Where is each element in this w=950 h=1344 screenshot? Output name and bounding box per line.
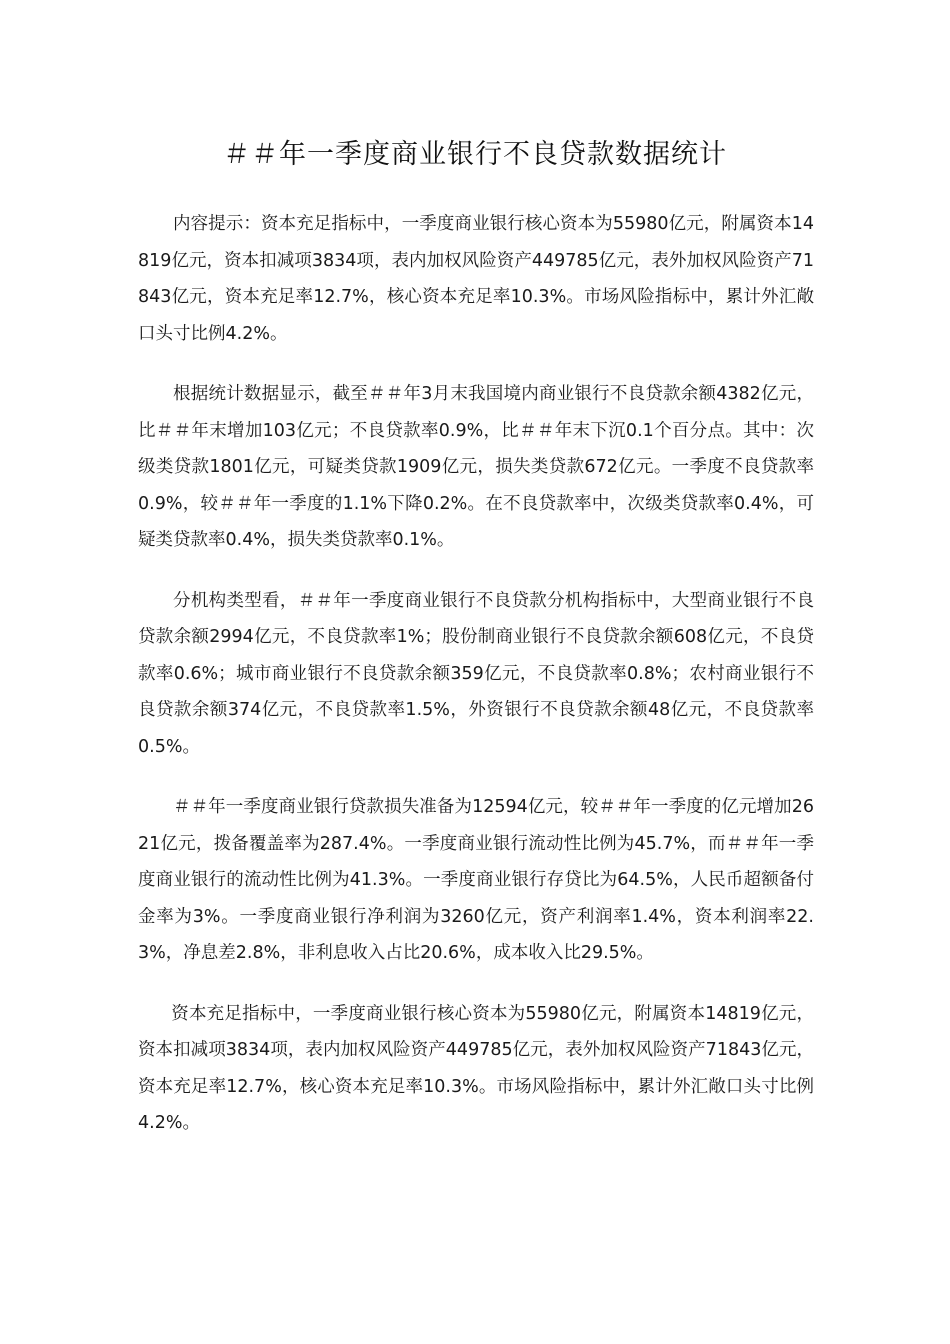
paragraph-npl-overview: 根据统计数据显示，截至＃＃年3月末我国境内商业银行不良贷款余额4382亿元，比＃＃年末增加103亿元；不良贷款率0.9%，比＃＃年末下沉0.1个百分点。其中：次级类贷款1801亿元，可疑类贷款1909亿元，损失类贷款672亿元。一季度不良贷款率0.9%，较＃＃年一季度的1.1%下降0.2%。在不良贷款率中，次级类贷款率0.4%，可疑类贷款率0.4%，损失类贷款率0.1%。 [138,384,814,550]
paragraph-provisions-liquidity: ＃＃年一季度商业银行贷款损失准备为12594亿元，较＃＃年一季度的亿元增加2621亿元，拨备覆盖率为287.4%。一季度商业银行流动性比例为45.7%，而＃＃年一季度商业银行的流动性比例为41.3%。一季度商业银行存贷比为64.5%，人民币超额备付金率为3%。一季度商业银行净利润为3260亿元，资产利润率1.4%，资本利润率22.3%，净息差2.8%，非利息收入占比20.6%，成本收入比29.5%。 [138,797,814,963]
paragraph-by-institution: 分机构类型看，＃＃年一季度商业银行不良贷款分机构指标中，大型商业银行不良贷款余额2994亿元，不良贷款率1%；股份制商业银行不良贷款余额608亿元，不良贷款率0.6%；城市商业银行不良贷款余额359亿元，不良贷款率0.8%；农村商业银行不良贷款余额374亿元，不良贷款率1.5%，外资银行不良贷款余额48亿元，不良贷款率0.5%。 [138,590,814,757]
paragraph-summary: 内容提示：资本充足指标中，一季度商业银行核心资本为55980亿元，附属资本14819亿元，资本扣减项3834项，表内加权风险资产449785亿元，表外加权风险资产71843亿元，资本充足率12.7%，核心资本充足率10.3%。市场风险指标中，累计外汇敞口头寸比例4.2%。 [138,214,814,344]
paragraph-capital-adequacy: 资本充足指标中，一季度商业银行核心资本为55980亿元，附属资本14819亿元，资本扣减项3834项，表内加权风险资产449785亿元，表外加权风险资产71843亿元，资本充足率12.7%，核心资本充足率10.3%。市场风险指标中，累计外汇敞口头寸比例4.2%。 [138,1003,814,1133]
document-title: ＃＃年一季度商业银行不良贷款数据统计 [223,139,727,170]
document-body [138,206,814,1166]
